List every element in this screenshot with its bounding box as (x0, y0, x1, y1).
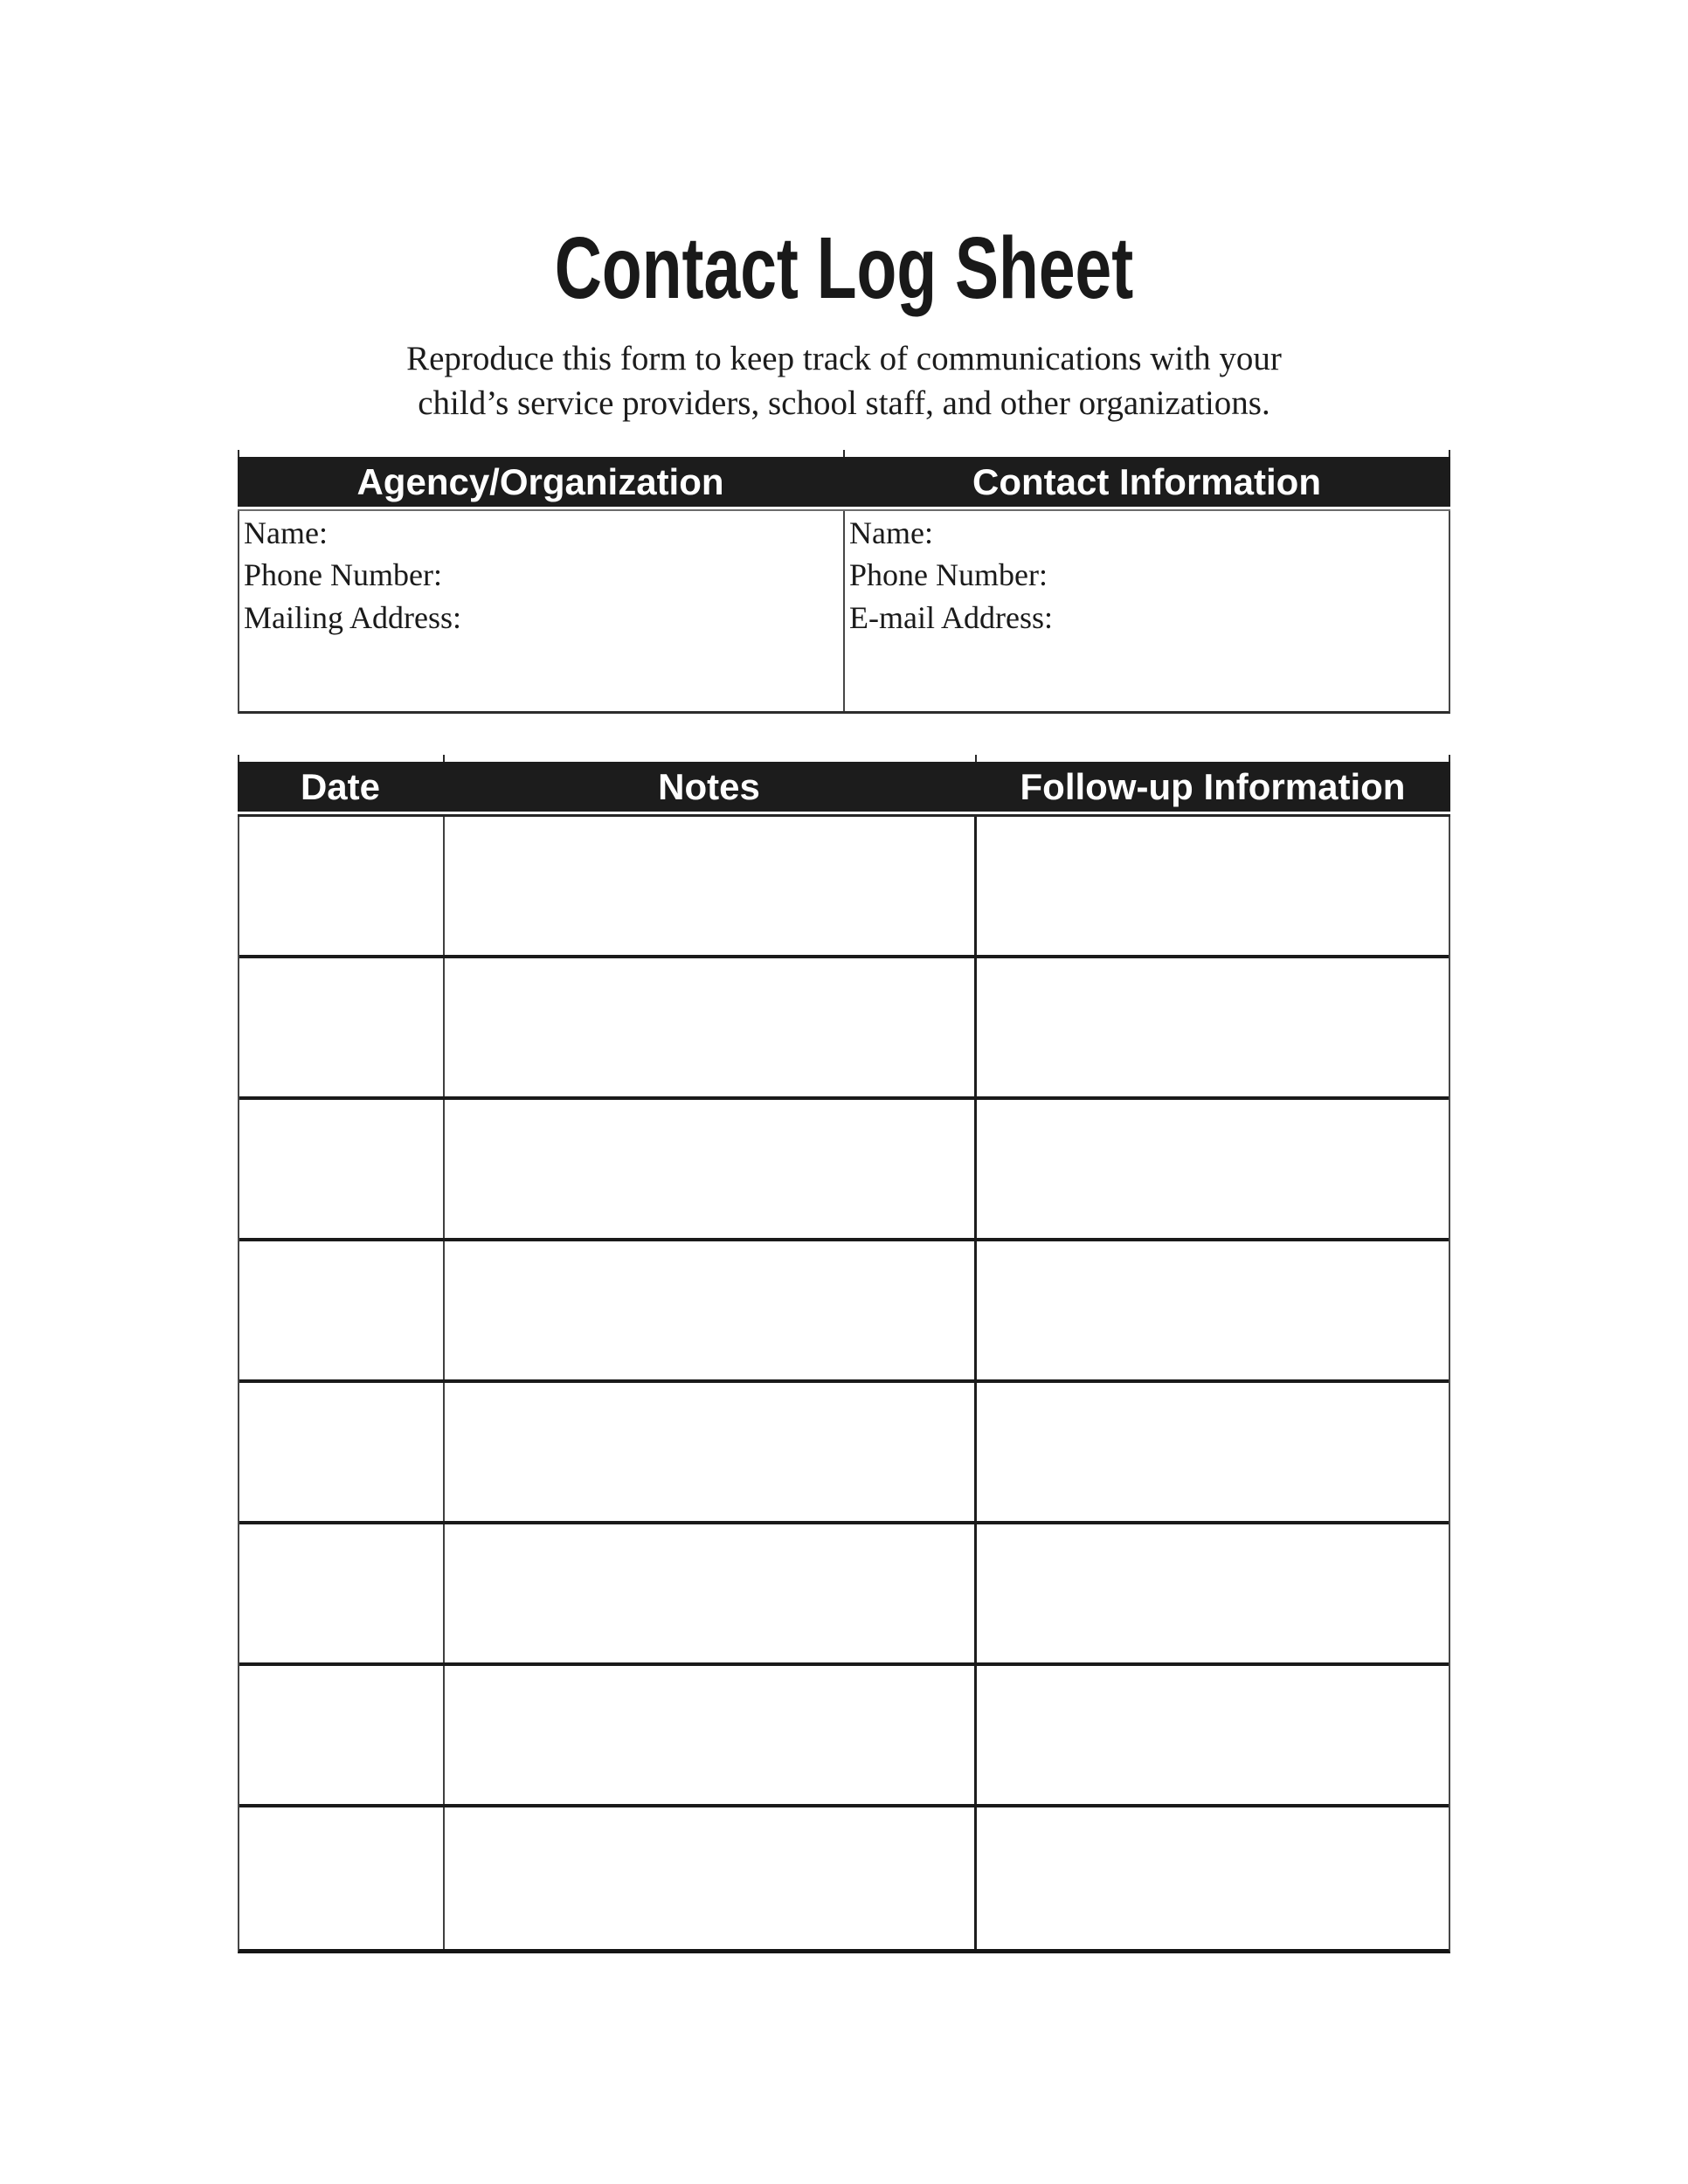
log-date-cell[interactable] (239, 1383, 445, 1521)
log-followup-cell[interactable] (977, 817, 1449, 955)
agency-organization-header: Agency/Organization (356, 460, 724, 502)
agency-name-label: Name: (244, 515, 328, 550)
log-table-row (239, 1383, 1449, 1524)
divider-tick (238, 450, 239, 457)
agency-contact-table (238, 457, 1450, 714)
log-notes-cell[interactable] (445, 1383, 977, 1521)
contact-email-label: E-mail Address: (849, 599, 1053, 635)
agency-mailing-address-label: Mailing Address: (244, 599, 461, 635)
agency-table-header-band (238, 457, 1450, 507)
log-notes-cell[interactable] (445, 1666, 977, 1804)
log-date-cell[interactable] (239, 1524, 445, 1662)
log-notes-cell[interactable] (445, 1524, 977, 1662)
log-table-row (239, 1241, 1449, 1383)
log-notes-cell[interactable] (445, 817, 977, 955)
log-table-header-band (238, 762, 1450, 812)
log-date-cell[interactable] (239, 1100, 445, 1238)
log-table-row (239, 1807, 1449, 1949)
divider-tick (1449, 755, 1450, 762)
log-followup-cell[interactable] (977, 1100, 1449, 1238)
log-date-cell[interactable] (239, 1807, 445, 1949)
agency-phone-label: Phone Number: (244, 557, 442, 593)
log-table-row (239, 1666, 1449, 1807)
divider-tick (843, 450, 845, 457)
log-table-row (239, 958, 1449, 1100)
log-table-row (239, 817, 1449, 958)
subtitle-line-1: Reproduce this form to keep track of communications with your (406, 340, 1282, 377)
log-date-cell[interactable] (239, 958, 445, 1096)
log-table-row (239, 1524, 1449, 1666)
contact-name-label: Name: (849, 515, 933, 550)
contact-information-header: Contact Information (972, 460, 1321, 502)
page-title: Contact Log Sheet (554, 219, 1134, 317)
notes-column-header: Notes (658, 765, 760, 807)
divider-tick (975, 755, 977, 762)
log-followup-cell[interactable] (977, 1807, 1449, 1949)
log-notes-cell[interactable] (445, 1100, 977, 1238)
contact-information-cell[interactable] (845, 511, 1449, 711)
log-table-row (239, 1100, 1449, 1241)
divider-tick (238, 755, 239, 762)
contact-phone-label: Phone Number: (849, 557, 1048, 593)
contact-log-table (238, 762, 1450, 1953)
subtitle-line-2: child’s service providers, school staff, and other organizations. (418, 384, 1270, 422)
log-rows (238, 817, 1450, 1953)
agency-table-body (238, 511, 1450, 714)
log-notes-cell[interactable] (445, 958, 977, 1096)
log-followup-cell[interactable] (977, 1241, 1449, 1379)
log-date-cell[interactable] (239, 1241, 445, 1379)
log-followup-cell[interactable] (977, 958, 1449, 1096)
log-notes-cell[interactable] (445, 1807, 977, 1949)
log-date-cell[interactable] (239, 817, 445, 955)
divider-tick (443, 755, 445, 762)
followup-column-header: Follow-up Information (1020, 765, 1406, 807)
agency-organization-cell[interactable] (239, 511, 845, 711)
page-subtitle (232, 337, 1456, 425)
log-followup-cell[interactable] (977, 1524, 1449, 1662)
log-date-cell[interactable] (239, 1666, 445, 1804)
log-followup-cell[interactable] (977, 1383, 1449, 1521)
log-followup-cell[interactable] (977, 1666, 1449, 1804)
date-column-header: Date (300, 765, 381, 807)
log-notes-cell[interactable] (445, 1241, 977, 1379)
divider-tick (1449, 450, 1450, 457)
